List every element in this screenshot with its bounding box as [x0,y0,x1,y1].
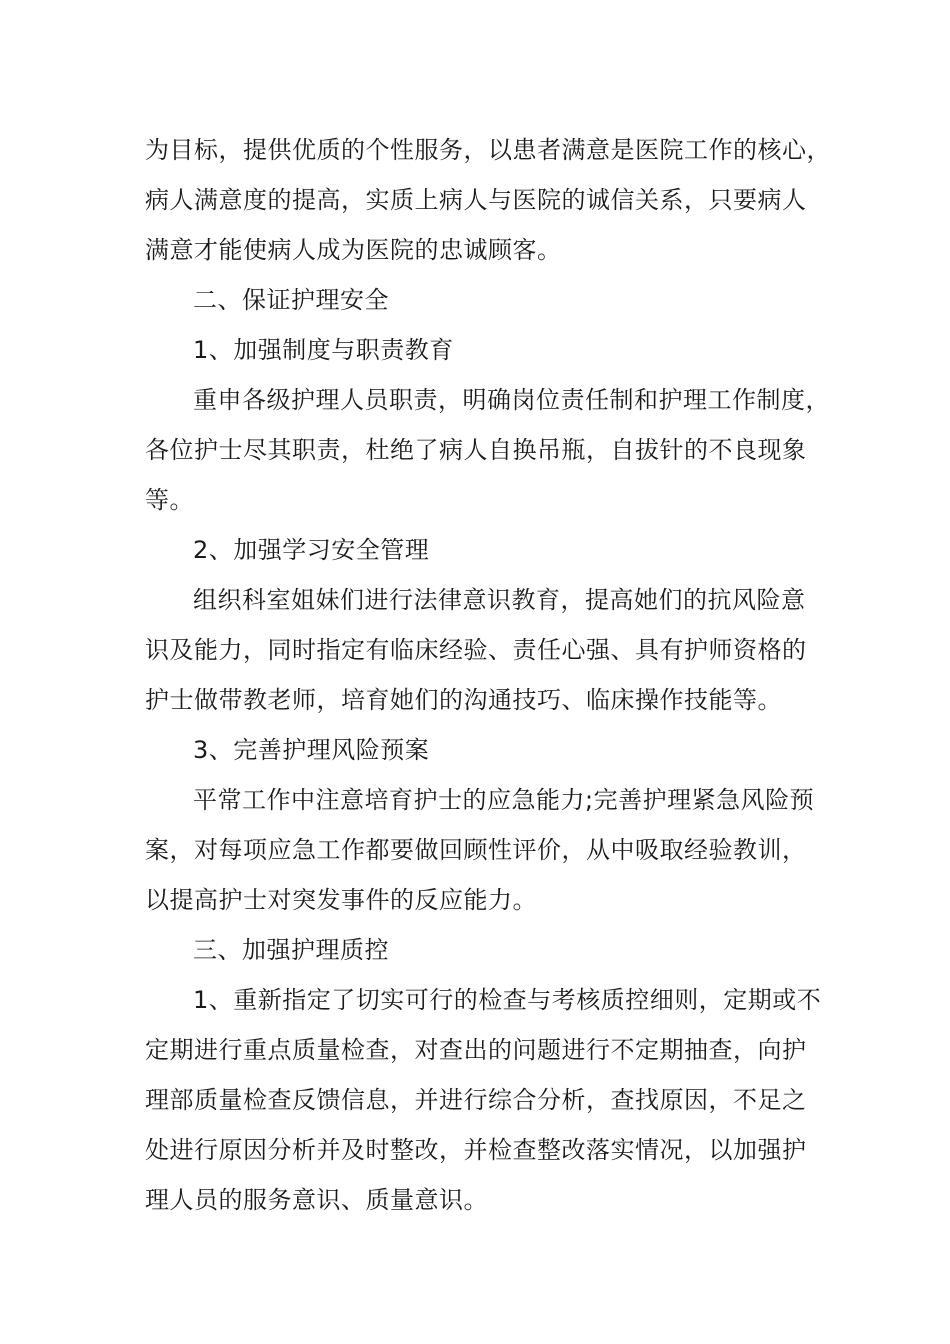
subsection-heading: 3、完善护理风险预案 [193,736,430,764]
section-heading: 三、加强护理质控 [193,936,389,964]
body-text-line: 定期进行重点质量检查，对查出的问题进行不定期抽查，向护 [145,1036,807,1064]
body-text-line: 满意才能使病人成为医院的忠诚顾客。 [145,236,562,264]
body-text-line: 案，对每项应急工作都要做回顾性评价，从中吸取经验教训， [145,836,807,864]
body-text-line: 病人满意度的提高，实质上病人与医院的诚信关系，只要病人 [145,186,807,214]
body-text-line: 等。 [145,486,194,514]
subsection-heading: 2、加强学习安全管理 [193,536,430,564]
body-text-line: 识及能力，同时指定有临床经验、责任心强、具有护师资格的 [145,636,807,664]
body-text-line: 组织科室姐妹们进行法律意识教育，提高她们的抗风险意 [193,586,806,614]
body-text-line: 各位护士尽其职责，杜绝了病人自换吊瓶，自拔针的不良现象 [145,436,807,464]
body-text-line: 理人员的服务意识、质量意识。 [145,1186,488,1214]
section-heading: 二、保证护理安全 [193,286,389,314]
body-text-line: 理部质量检查反馈信息，并进行综合分析，查找原因，不足之 [145,1086,807,1114]
body-text-line: 1、重新指定了切实可行的检查与考核质控细则，定期或不 [193,986,822,1014]
body-text-line: 重申各级护理人员职责，明确岗位责任制和护理工作制度， [193,386,830,414]
subsection-heading: 1、加强制度与职责教育 [193,336,454,364]
body-text-line: 以提高护士对突发事件的反应能力。 [145,886,537,914]
body-text-line: 护士做带教老师，培育她们的沟通技巧、临床操作技能等。 [145,686,782,714]
body-text-line: 为目标，提供优质的个性服务，以患者满意是医院工作的核心， [145,136,831,164]
body-text-line: 平常工作中注意培育护士的应急能力;完善护理紧急风险预 [193,786,815,814]
body-text-line: 处进行原因分析并及时整改，并检查整改落实情况，以加强护 [145,1136,807,1164]
